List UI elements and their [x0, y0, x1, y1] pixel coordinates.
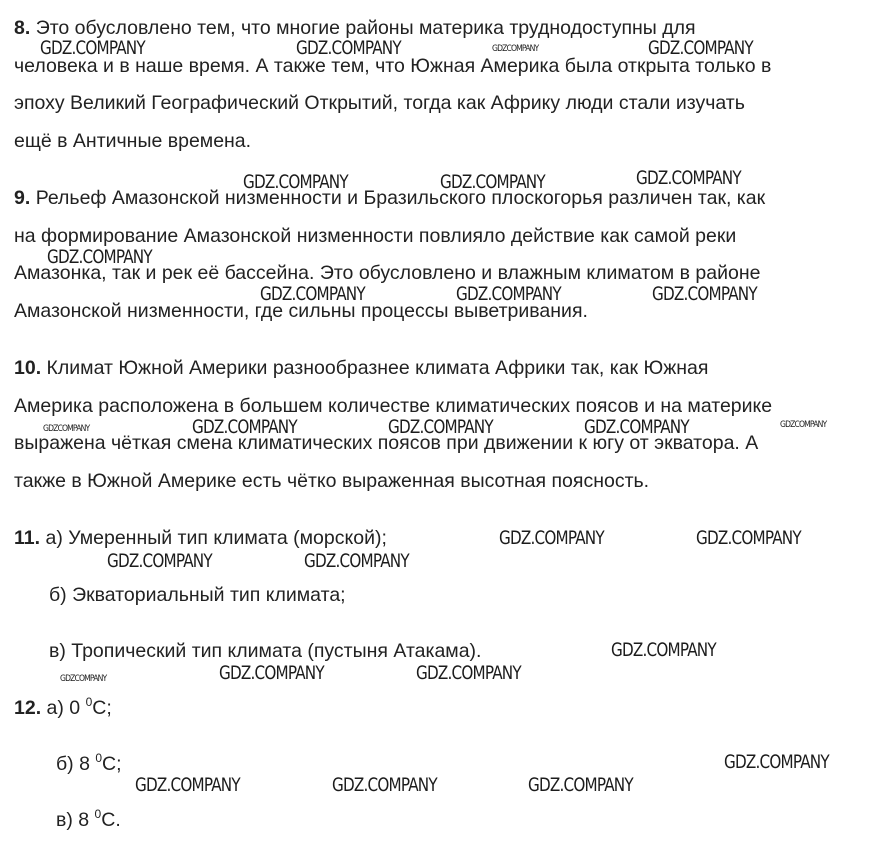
- q9-number: 9.: [14, 187, 31, 209]
- q11-number: 11.: [14, 527, 41, 549]
- q12-a-unit: С;: [92, 697, 112, 719]
- watermark: GDZ.COMPANY: [304, 550, 409, 572]
- watermark: GDZ.COMPANY: [107, 550, 212, 572]
- q12-line-b: [56, 752, 122, 778]
- q12-line-a: [14, 696, 112, 722]
- q12-a-degree: 0: [85, 695, 93, 709]
- watermark: GDZ.COMPANY: [440, 171, 545, 193]
- watermark-small: GDZCOMPANY: [43, 424, 90, 434]
- watermark-small: GDZCOMPANY: [60, 674, 107, 684]
- q10-line-3: выражена чёткая смена климатических поясов при движении к югу от экватора. А: [14, 432, 759, 454]
- q9-text-1: Рельеф Амазонской низменности и Бразильского плоскогорья различен так, как: [35, 187, 766, 209]
- watermark: GDZ.COMPANY: [243, 171, 348, 193]
- watermark: GDZ.COMPANY: [528, 774, 633, 796]
- watermark-small: GDZCOMPANY: [780, 420, 827, 430]
- q10-text-1: Климат Южной Америки разнообразнее климата Африки так, как Южная: [46, 357, 709, 379]
- watermark: GDZ.COMPANY: [696, 527, 801, 549]
- q10-number: 10.: [14, 357, 42, 379]
- watermark: GDZ.COMPANY: [135, 774, 240, 796]
- q12-b-value: б) 8: [56, 753, 96, 775]
- q8-line-4: ещё в Античные времена.: [14, 130, 252, 152]
- q8-line-3: эпоху Великий Географический Открытий, тогда как Африку люди стали изучать: [14, 92, 745, 114]
- q10-line-4: также в Южной Америке есть чётко выраженная высотная поясность.: [14, 470, 650, 492]
- q11-line-a: [14, 526, 387, 550]
- q9-line-1: [14, 186, 765, 210]
- watermark: GDZ.COMPANY: [192, 416, 297, 438]
- watermark: GDZ.COMPANY: [296, 37, 401, 59]
- q12-line-c: [56, 808, 121, 834]
- watermark: GDZ.COMPANY: [636, 167, 741, 189]
- watermark: GDZ.COMPANY: [416, 662, 521, 684]
- q9-line-2: на формирование Амазонской низменности повлияло действие как самой реки: [14, 225, 737, 247]
- q10-line-2: Америка расположена в большем количестве климатических поясов и на материке: [14, 395, 773, 417]
- q12-a-value: а) 0: [46, 697, 86, 719]
- q11-answer-b: б) Экваториальный тип климата;: [49, 584, 346, 606]
- q12-c-value: в) 8: [56, 809, 95, 831]
- q11-answer-c: в) Тропический тип климата (пустыня Атакама).: [49, 640, 482, 662]
- q12-number: 12.: [14, 697, 42, 719]
- watermark: GDZ.COMPANY: [456, 283, 561, 305]
- q8-text-1: Это обусловлено тем, что многие районы материка труднодоступны для: [35, 17, 696, 39]
- q12-b-unit: С;: [102, 753, 122, 775]
- q8-line-2: человека и в наше время. А также тем, что Южная Америка была открыта только в: [14, 55, 772, 77]
- q12-c-degree: 0: [94, 807, 102, 821]
- watermark: GDZ.COMPANY: [652, 283, 757, 305]
- watermark: GDZ.COMPANY: [388, 416, 493, 438]
- q8-number: 8.: [14, 17, 31, 39]
- q10-line-1: [14, 356, 708, 380]
- watermark: GDZ.COMPANY: [260, 283, 365, 305]
- watermark: GDZ.COMPANY: [611, 639, 716, 661]
- watermark: GDZ.COMPANY: [499, 527, 604, 549]
- q9-line-4: Амазонской низменности, где сильны процессы выветривания.: [14, 300, 588, 322]
- watermark: GDZ.COMPANY: [40, 37, 145, 59]
- q12-b-degree: 0: [95, 751, 103, 765]
- watermark: GDZ.COMPANY: [47, 246, 152, 268]
- q9-line-3: Амазонка, так и рек её бассейна. Это обусловлено и влажным климатом в районе: [14, 262, 761, 284]
- watermark-small: GDZCOMPANY: [492, 44, 539, 54]
- watermark: GDZ.COMPANY: [584, 416, 689, 438]
- watermark: GDZ.COMPANY: [219, 662, 324, 684]
- q12-c-unit: С.: [101, 809, 121, 831]
- watermark: GDZ.COMPANY: [724, 751, 829, 773]
- watermark: GDZ.COMPANY: [648, 37, 753, 59]
- q11-answer-a: а) Умеренный тип климата (морской);: [45, 527, 387, 549]
- watermark: GDZ.COMPANY: [332, 774, 437, 796]
